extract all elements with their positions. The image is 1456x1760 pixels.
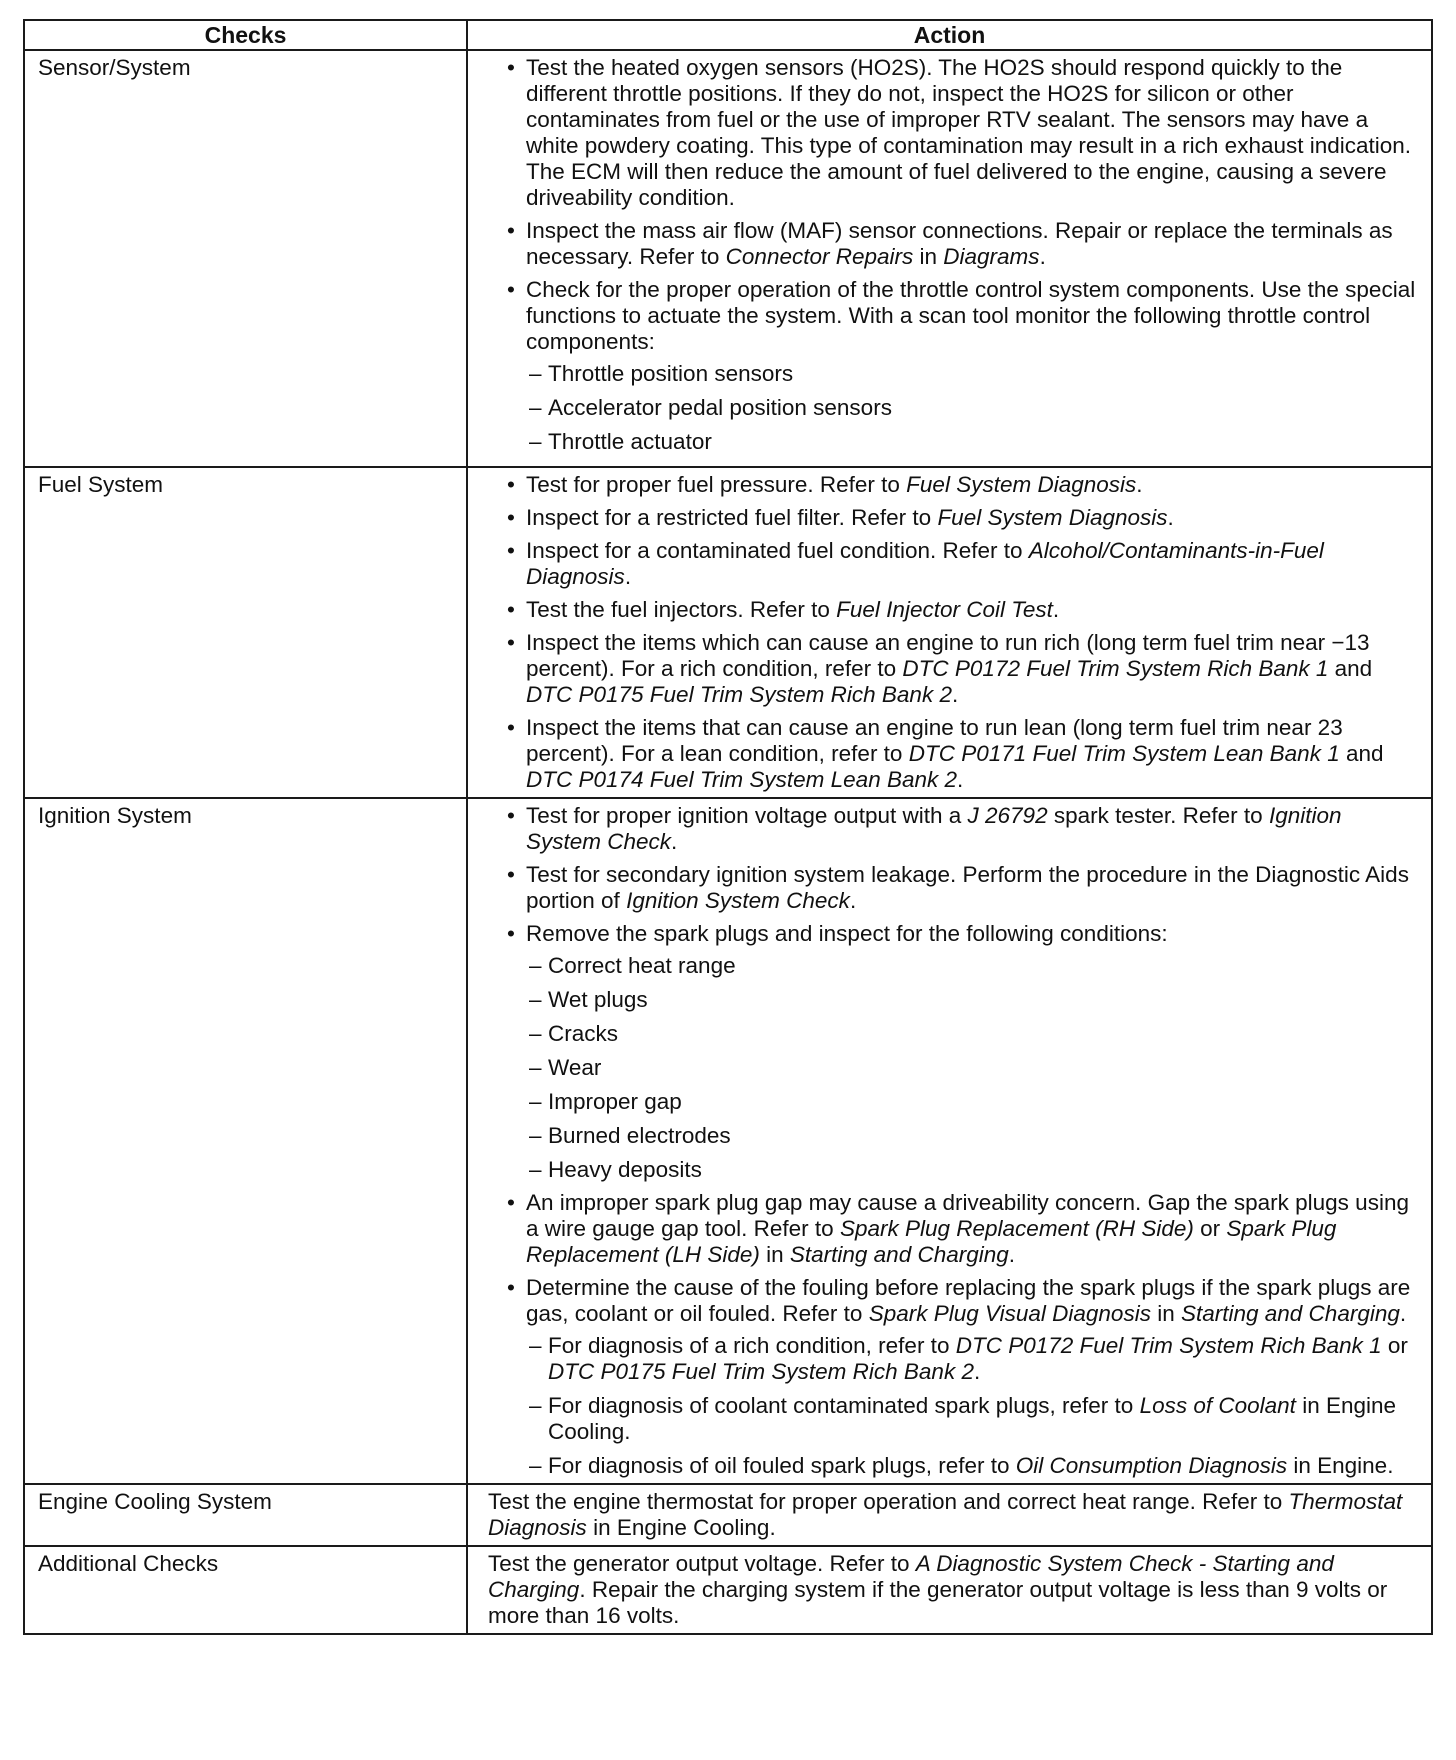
- reference-link: Connector Repairs: [725, 244, 914, 269]
- list-item: • Inspect the items which can cause an engine to run rich (long term fuel trim near −13 percent). For a rich condition, refer to DTC P0172 Fuel Trim System Rich Bank 1 and DTC P0175 Fuel Trim System Rich Bank 2.: [478, 630, 1421, 708]
- action-cell: [467, 798, 1432, 1484]
- sub-list-item: – For diagnosis of oil fouled spark plugs, refer to Oil Consumption Diagnosis in Engine.: [526, 1453, 1421, 1479]
- list-item: • Inspect for a contaminated fuel condition. Refer to Alcohol/Contaminants-in-Fuel Diagnosis.: [478, 538, 1421, 590]
- reference-link: Loss of Coolant: [1139, 1393, 1296, 1418]
- action-cell: [467, 1484, 1432, 1546]
- check-label: Engine Cooling System: [24, 1484, 467, 1546]
- reference-link: Ignition System Check: [526, 803, 1342, 854]
- reference-link: DTC P0175 Fuel Trim System Rich Bank 2: [548, 1359, 974, 1384]
- list-item: • Test the heated oxygen sensors (HO2S). The HO2S should respond quickly to the different throttle positions. If they do not, inspect the HO2S for silicon or other contaminates from fuel or the use of improper RTV sealant. The sensors may have a white powdery coating. This type of contamination may result in a rich exhaust indication. The ECM will then reduce the amount of fuel delivered to the engine, causing a severe driveability condition.: [478, 55, 1421, 211]
- sub-list: [526, 1333, 1421, 1479]
- check-label: Additional Checks: [24, 1546, 467, 1634]
- diagnostic-table-page: [23, 19, 1431, 1635]
- list-item: • Determine the cause of the fouling before replacing the spark plugs if the spark plugs are gas, coolant or oil fouled. Refer to Spark Plug Visual Diagnosis in Starting and Charging. – For diagnosis of a rich condition, refer to DTC P0172 Fuel Trim System Rich Bank 1 or DTC P0175 Fuel Trim System Rich Bank 2. – For diagnosis of coolant contaminated spark plugs, refer to Loss of Coolant in Engine Cooling. – For diagnosis of oil fouled spark plugs, refer to Oil Consumption Diagnosis in Engine.: [478, 1275, 1421, 1479]
- reference-link: DTC P0174 Fuel Trim System Lean Bank 2: [526, 767, 958, 792]
- table-row: [24, 467, 1432, 798]
- list-item: • Test for proper fuel pressure. Refer to Fuel System Diagnosis.: [478, 472, 1421, 498]
- checks-action-table: [23, 19, 1433, 1635]
- table-row: [24, 1546, 1432, 1634]
- action-cell: [467, 50, 1432, 467]
- reference-link: DTC P0171 Fuel Trim System Lean Bank 1: [908, 741, 1340, 766]
- action-cell: [467, 467, 1432, 798]
- sub-list-item: – Wear: [526, 1055, 1421, 1081]
- sub-list-item: – For diagnosis of coolant contaminated spark plugs, refer to Loss of Coolant in Engine Cooling.: [526, 1393, 1421, 1445]
- sub-list-item: – Heavy deposits: [526, 1157, 1421, 1183]
- reference-link: Starting and Charging: [1180, 1301, 1400, 1326]
- reference-link: Starting and Charging: [789, 1242, 1009, 1267]
- check-label: Sensor/System: [24, 50, 467, 467]
- list-item: • Test for secondary ignition system leakage. Perform the procedure in the Diagnostic Aids portion of Ignition System Check.: [478, 862, 1421, 914]
- list-item: • Inspect the items that can cause an engine to run lean (long term fuel trim near 23 percent). For a lean condition, refer to DTC P0171 Fuel Trim System Lean Bank 1 and DTC P0174 Fuel Trim System Lean Bank 2.: [478, 715, 1421, 793]
- reference-link: Diagrams: [943, 244, 1040, 269]
- sub-list-item: – Correct heat range: [526, 953, 1421, 979]
- reference-link: DTC P0172 Fuel Trim System Rich Bank 1: [902, 656, 1329, 681]
- list-item: • Check for the proper operation of the throttle control system components. Use the special functions to actuate the system. With a scan tool monitor the following throttle control components: – Throttle position sensors – Accelerator pedal position sensors – Throttle actuator: [478, 277, 1421, 455]
- check-label: Fuel System: [24, 467, 467, 798]
- action-list: [478, 803, 1421, 1479]
- reference-link: DTC P0172 Fuel Trim System Rich Bank 1: [955, 1333, 1382, 1358]
- reference-link: A Diagnostic System Check - Starting and Charging: [488, 1551, 1334, 1602]
- list-item: • Inspect the mass air flow (MAF) sensor connections. Repair or replace the terminals as necessary. Refer to Connector Repairs in Diagrams.: [478, 218, 1421, 270]
- header-row: [24, 20, 1432, 50]
- action-cell: [467, 1546, 1432, 1634]
- check-label: Ignition System: [24, 798, 467, 1484]
- reference-link: Spark Plug Replacement (LH Side): [526, 1216, 1337, 1267]
- sub-list-item: – Burned electrodes: [526, 1123, 1421, 1149]
- reference-link: Thermostat Diagnosis: [488, 1489, 1403, 1540]
- sub-list-item: – Improper gap: [526, 1089, 1421, 1115]
- list-item: • Test the fuel injectors. Refer to Fuel Injector Coil Test.: [478, 597, 1421, 623]
- reference-link: Spark Plug Replacement (RH Side): [839, 1216, 1194, 1241]
- sub-list-item: – Wet plugs: [526, 987, 1421, 1013]
- reference-link: Fuel Injector Coil Test: [836, 597, 1053, 622]
- list-item: • Remove the spark plugs and inspect for the following conditions: – Correct heat range – Wet plugs – Cracks – Wear – Improper gap – Burned electrodes – Heavy deposits: [478, 921, 1421, 1183]
- reference-link: Alcohol/Contaminants-in-Fuel Diagnosis: [526, 538, 1324, 589]
- reference-link: Fuel System Diagnosis: [937, 505, 1168, 530]
- action-text: Test the generator output voltage. Refer to A Diagnostic System Check - Starting and Charging. Repair the charging system if the generator output voltage is less than 9 volts or more than 16 volts.: [488, 1551, 1388, 1628]
- sub-list-item: – Throttle actuator: [526, 429, 1421, 455]
- table-row: [24, 798, 1432, 1484]
- reference-link: Fuel System Diagnosis: [906, 472, 1137, 497]
- checks-header: Checks: [24, 20, 467, 50]
- sub-list-item: – Throttle position sensors: [526, 361, 1421, 387]
- list-item: • Test for proper ignition voltage output with a J 26792 spark tester. Refer to Ignition System Check.: [478, 803, 1421, 855]
- table-row: [24, 50, 1432, 467]
- condition-list: [526, 953, 1421, 1183]
- tool-number: J 26792: [967, 803, 1048, 828]
- action-text: Test the engine thermostat for proper operation and correct heat range. Refer to Thermostat Diagnosis in Engine Cooling.: [488, 1489, 1403, 1540]
- action-header: Action: [467, 20, 1432, 50]
- reference-link: Ignition System Check: [626, 888, 850, 913]
- action-list: [478, 472, 1421, 793]
- reference-link: Oil Consumption Diagnosis: [1015, 1453, 1288, 1478]
- sub-list-item: – Accelerator pedal position sensors: [526, 395, 1421, 421]
- reference-link: Spark Plug Visual Diagnosis: [868, 1301, 1151, 1326]
- action-list: [478, 55, 1421, 455]
- sub-list-item: – Cracks: [526, 1021, 1421, 1047]
- list-item: • Inspect for a restricted fuel filter. Refer to Fuel System Diagnosis.: [478, 505, 1421, 531]
- sub-list-item: – For diagnosis of a rich condition, refer to DTC P0172 Fuel Trim System Rich Bank 1 or DTC P0175 Fuel Trim System Rich Bank 2.: [526, 1333, 1421, 1385]
- list-item: • An improper spark plug gap may cause a driveability concern. Gap the spark plugs using a wire gauge gap tool. Refer to Spark Plug Replacement (RH Side) or Spark Plug Replacement (LH Side) in Starting and Charging.: [478, 1190, 1421, 1268]
- table-row: [24, 1484, 1432, 1546]
- reference-link: DTC P0175 Fuel Trim System Rich Bank 2: [526, 682, 952, 707]
- sub-list: [526, 361, 1421, 455]
